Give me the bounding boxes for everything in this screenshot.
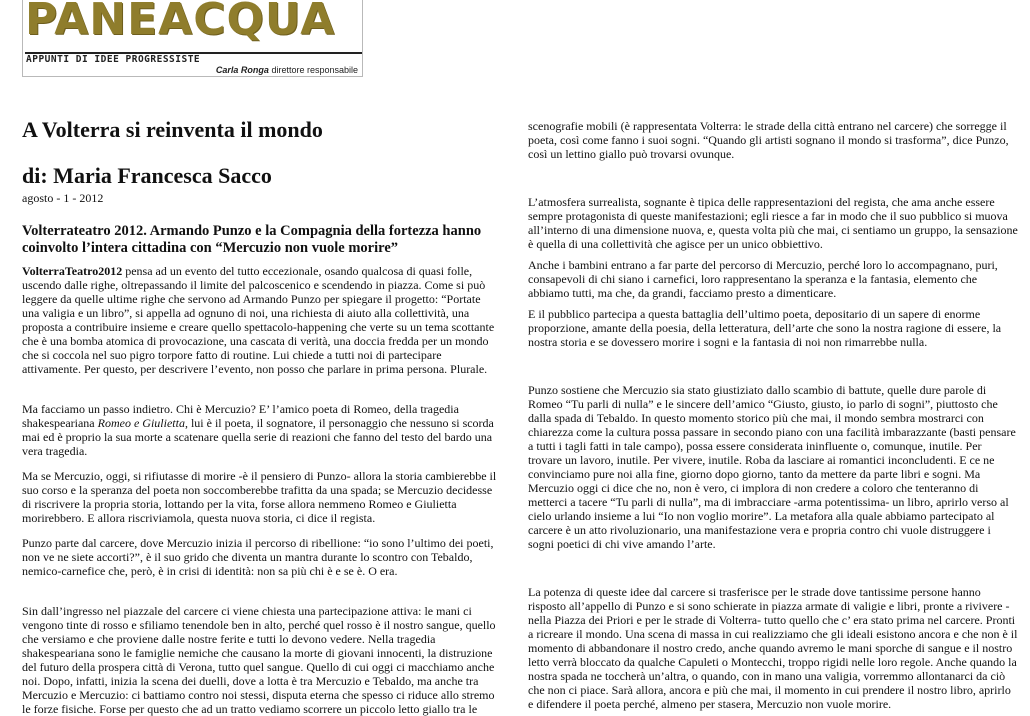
- paragraph-5: Sin dall’ingresso nel piazzale del carcere ci viene chiesta una partecipazione attiva: le mani ci vengono tinte di rosso e sfiliamo tenendole ben in alto, perché quel rosso è il nostro sangue, quello che versiamo e che proviene dalle nostre ferite e tutti lo devono vedere. Nella tragedia shakespeariana sono le famiglie nemiche che causano la morte di giovani innocenti, la distruzione del futuro della prospera città di Verona, tutto quel sangue. Quello di cui oggi ci macchiamo anche noi. Dopo, infatti, inizia la scena dei duelli, dove a lotta è tra Mercuzio e Tebaldo, ma anche tra Mercuzio e Mercuzio: ci battiamo contro noi stessi, disputa eterna che spesso ci riduce allo stremo le forze fisiche. Forse per questo che ad un tratto vediamo scorrere un piccolo letto giallo tra le: [22, 604, 496, 716]
- masthead: [22, 0, 363, 77]
- article-right-column: [528, 119, 1018, 711]
- paragraph-1: [22, 264, 500, 376]
- paragraph-10: Punzo sostiene che Mercuzio sia stato giustiziato dallo scambio di battute, quelle dure parole di Romeo “Tu parli di nulla” e le sincere dell’amico “Giusto, giusto, io parlo di sogni”, piuttosto che dalla spada di Tebaldo. In questo momento storico più che mai, il mondo sembra mostrarci con chiarezza come la cultura possa passare in secondo piano con una facilità imbarazzante (basti pensare a tutti i tagli fatti in tale campo), possa essere considerata ininfluente o, comunque, inutile. Per trovare un lavoro, inutile. Per vivere, inutile. Roba da lasciare ai romantici inconcludenti. E ce ne convinciamo pure noi alla fine, giorno dopo giorno, tanto da mettere da parte libri e sogni. Ma Mercuzio oggi ci dice che no, non è vero, ci implora di non credere a coloro che tenteranno di metterci a tacere “Tu parli di nulla”, ma di imbracciare -arma potentissima- un libro, aprirlo verso al cielo urlando insieme a lui “Io non voglio morire”. La metafora alla quale abbiamo partecipato al carcere è un atto rivoluzionario, una manifestazione vera e propria contro chi vuole distruggere i sogni poetici di chi vive amando l’arte.: [528, 383, 1016, 551]
- site-tagline: APPUNTI DI IDEE PROGRESSISTE: [26, 54, 201, 65]
- article-title: A Volterra si reinventa il mondo: [22, 117, 323, 142]
- paragraph-2-text-b: , lui è il poeta, il sognatore, il personaggio che nessuno si scorda mai ed è proprio la sua morte a scatenare quella serie di reazioni che fanno del testo del bardo una vera tragedia.: [22, 416, 494, 458]
- paragraph-6: scenografie mobili (è rappresentata Volterra: le strade della città entrano nel carcere) che sorregge il poeta, così come fanno i suoi sogni. “Quando gli artisti sognano il mondo si trasforma”, dice Punzo, così un lettino giallo può trovarsi ovunque.: [528, 119, 1009, 161]
- article-subhead: Volterrateatro 2012. Armando Punzo e la Compagnia della fortezza hanno coinvolto l’intera cittadina con “Mercuzio non vuole morire”: [22, 223, 482, 256]
- lead-in: VolterraTeatro2012: [22, 264, 123, 278]
- paragraph-3: Ma se Mercuzio, oggi, si rifiutasse di morire -è il pensiero di Punzo- allora la storia cambierebbe il suo corso e la speranza del poeta non soccomberebbe trafitta da una spada; se Mercuzio decidesse di riscrivere la propria storia, lottando per la vita, forse allora nemmeno Romeo e Giulietta morirebbero. E allora riscriviamola, questa nuova storia, ci dice il regista.: [22, 469, 497, 525]
- paragraph-8: Anche i bambini entrano a far parte del percorso di Mercuzio, perché loro lo accompagnano, puri, consapevoli di chi siano i carnefici, loro rappresentano la speranza e la fantasia, elemento che abbiamo tutti, ma che, da grandi, facciamo presto a dimenticare.: [528, 258, 998, 300]
- paragraph-2-text-a: Ma facciamo un passo indietro. Chi è Mercuzio? E’ l’amico poeta di Romeo, della tragedia shakespeariana: [22, 402, 459, 430]
- paragraph-9: E il pubblico partecipa a questa battaglia dell’ultimo poeta, depositario di un sapere di enorme proporzione, amante della poesia, della letteratura, dell’arte che sono la nostra ragione di essere, la nostra storia e se dovessero morire i sogni e la fantasia di noi non rimarrebbe nulla.: [528, 307, 1002, 349]
- director-credit: [216, 65, 358, 75]
- paragraph-2: [22, 402, 500, 458]
- article-byline: di: Maria Francesca Sacco: [22, 163, 272, 188]
- article-left-column: [22, 117, 500, 716]
- paragraph-1-text: pensa ad un evento del tutto eccezionale, osando qualcosa di quasi folle, uscendo dalle righe, oltrepassando il limite del palcoscenico e scendendo in piazza. Come si può leggere da quelle ultime righe che servono ad Armando Punzo per spiegare il progetto: “Portate una valigia e un libro”, si appella ad ognuno di noi, una richiesta di aiuto alla collettività, una proposta a contribuire insieme e creare quello spettacolo-happening che verte su un tema scottante che è una bomba atomica di provocazione, una cascata di verità, una doccia fredda per un mondo che si coccola nel suo pigro torpore fatto di routine. Lui chiede a tutti noi di partecipare attivamente. Per questo, per descrivere l’evento, non posso che parlare in prima persona. Plurale.: [22, 264, 495, 376]
- paragraph-4: Punzo parte dal carcere, dove Mercuzio inizia il percorso di ribellione: “io sono l’ultimo dei poeti, non ve ne siete accorti?”, è il suo grido che diventa un mantra durante lo scontro con Tebaldo, nemico-carnefice che, però, è in crisi di identità: non sa più chi è e se è. O era.: [22, 536, 494, 578]
- site-logo[interactable]: PANEACQUA: [25, 0, 336, 45]
- paragraph-11: La potenza di queste idee dal carcere si trasferisce per le strade dove tantissime persone hanno risposto all’appello di Punzo e si sono schierate in piazza armate di valigie e libri, pronte a rivivere -nella Piazza dei Priori e per le strade di Volterra- tutto quello che c’ era stato prima nel carcere. Pronti a ricreare il mondo. Una scena di massa in cui realizziamo che gli ideali esistono ancora e che non è il momento di abbandonare il nostro credo, anche quando avremo le mani sporche di sangue e il nostro letto verrà bloccato da qualche Capuleti o Montecchi, troppo rigidi nelle loro regole. Anche quando la nostra spada ne toccherà un’altra, o quando, con in mano una valigia, vorremmo allontanarci da ciò che non ci piace. Sarà allora, ancora e più che mai, il momento in cui prendere il nostro libro, aprirlo e difendere il poeta perché, almeno per stasera, Mercuzio non vuole morire.: [528, 585, 1018, 711]
- paragraph-7: L’atmosfera surrealista, sognante è tipica delle rappresentazioni del regista, che ama anche essere sempre protagonista di queste manifestazioni; egli riesce a far in modo che il suo pubblico si muova all’interno di una dimensione nuova, e, questa volta più che mai, ci sentiamo un gruppo, la sensazione è quella di una collettività che agisce per un unico obbiettivo.: [528, 195, 1018, 251]
- play-title: Romeo e Giulietta: [97, 416, 185, 430]
- director-role: direttore responsabile: [268, 65, 358, 75]
- director-name: Carla Ronga: [215, 65, 269, 75]
- article-date: agosto - 1 - 2012: [22, 191, 104, 205]
